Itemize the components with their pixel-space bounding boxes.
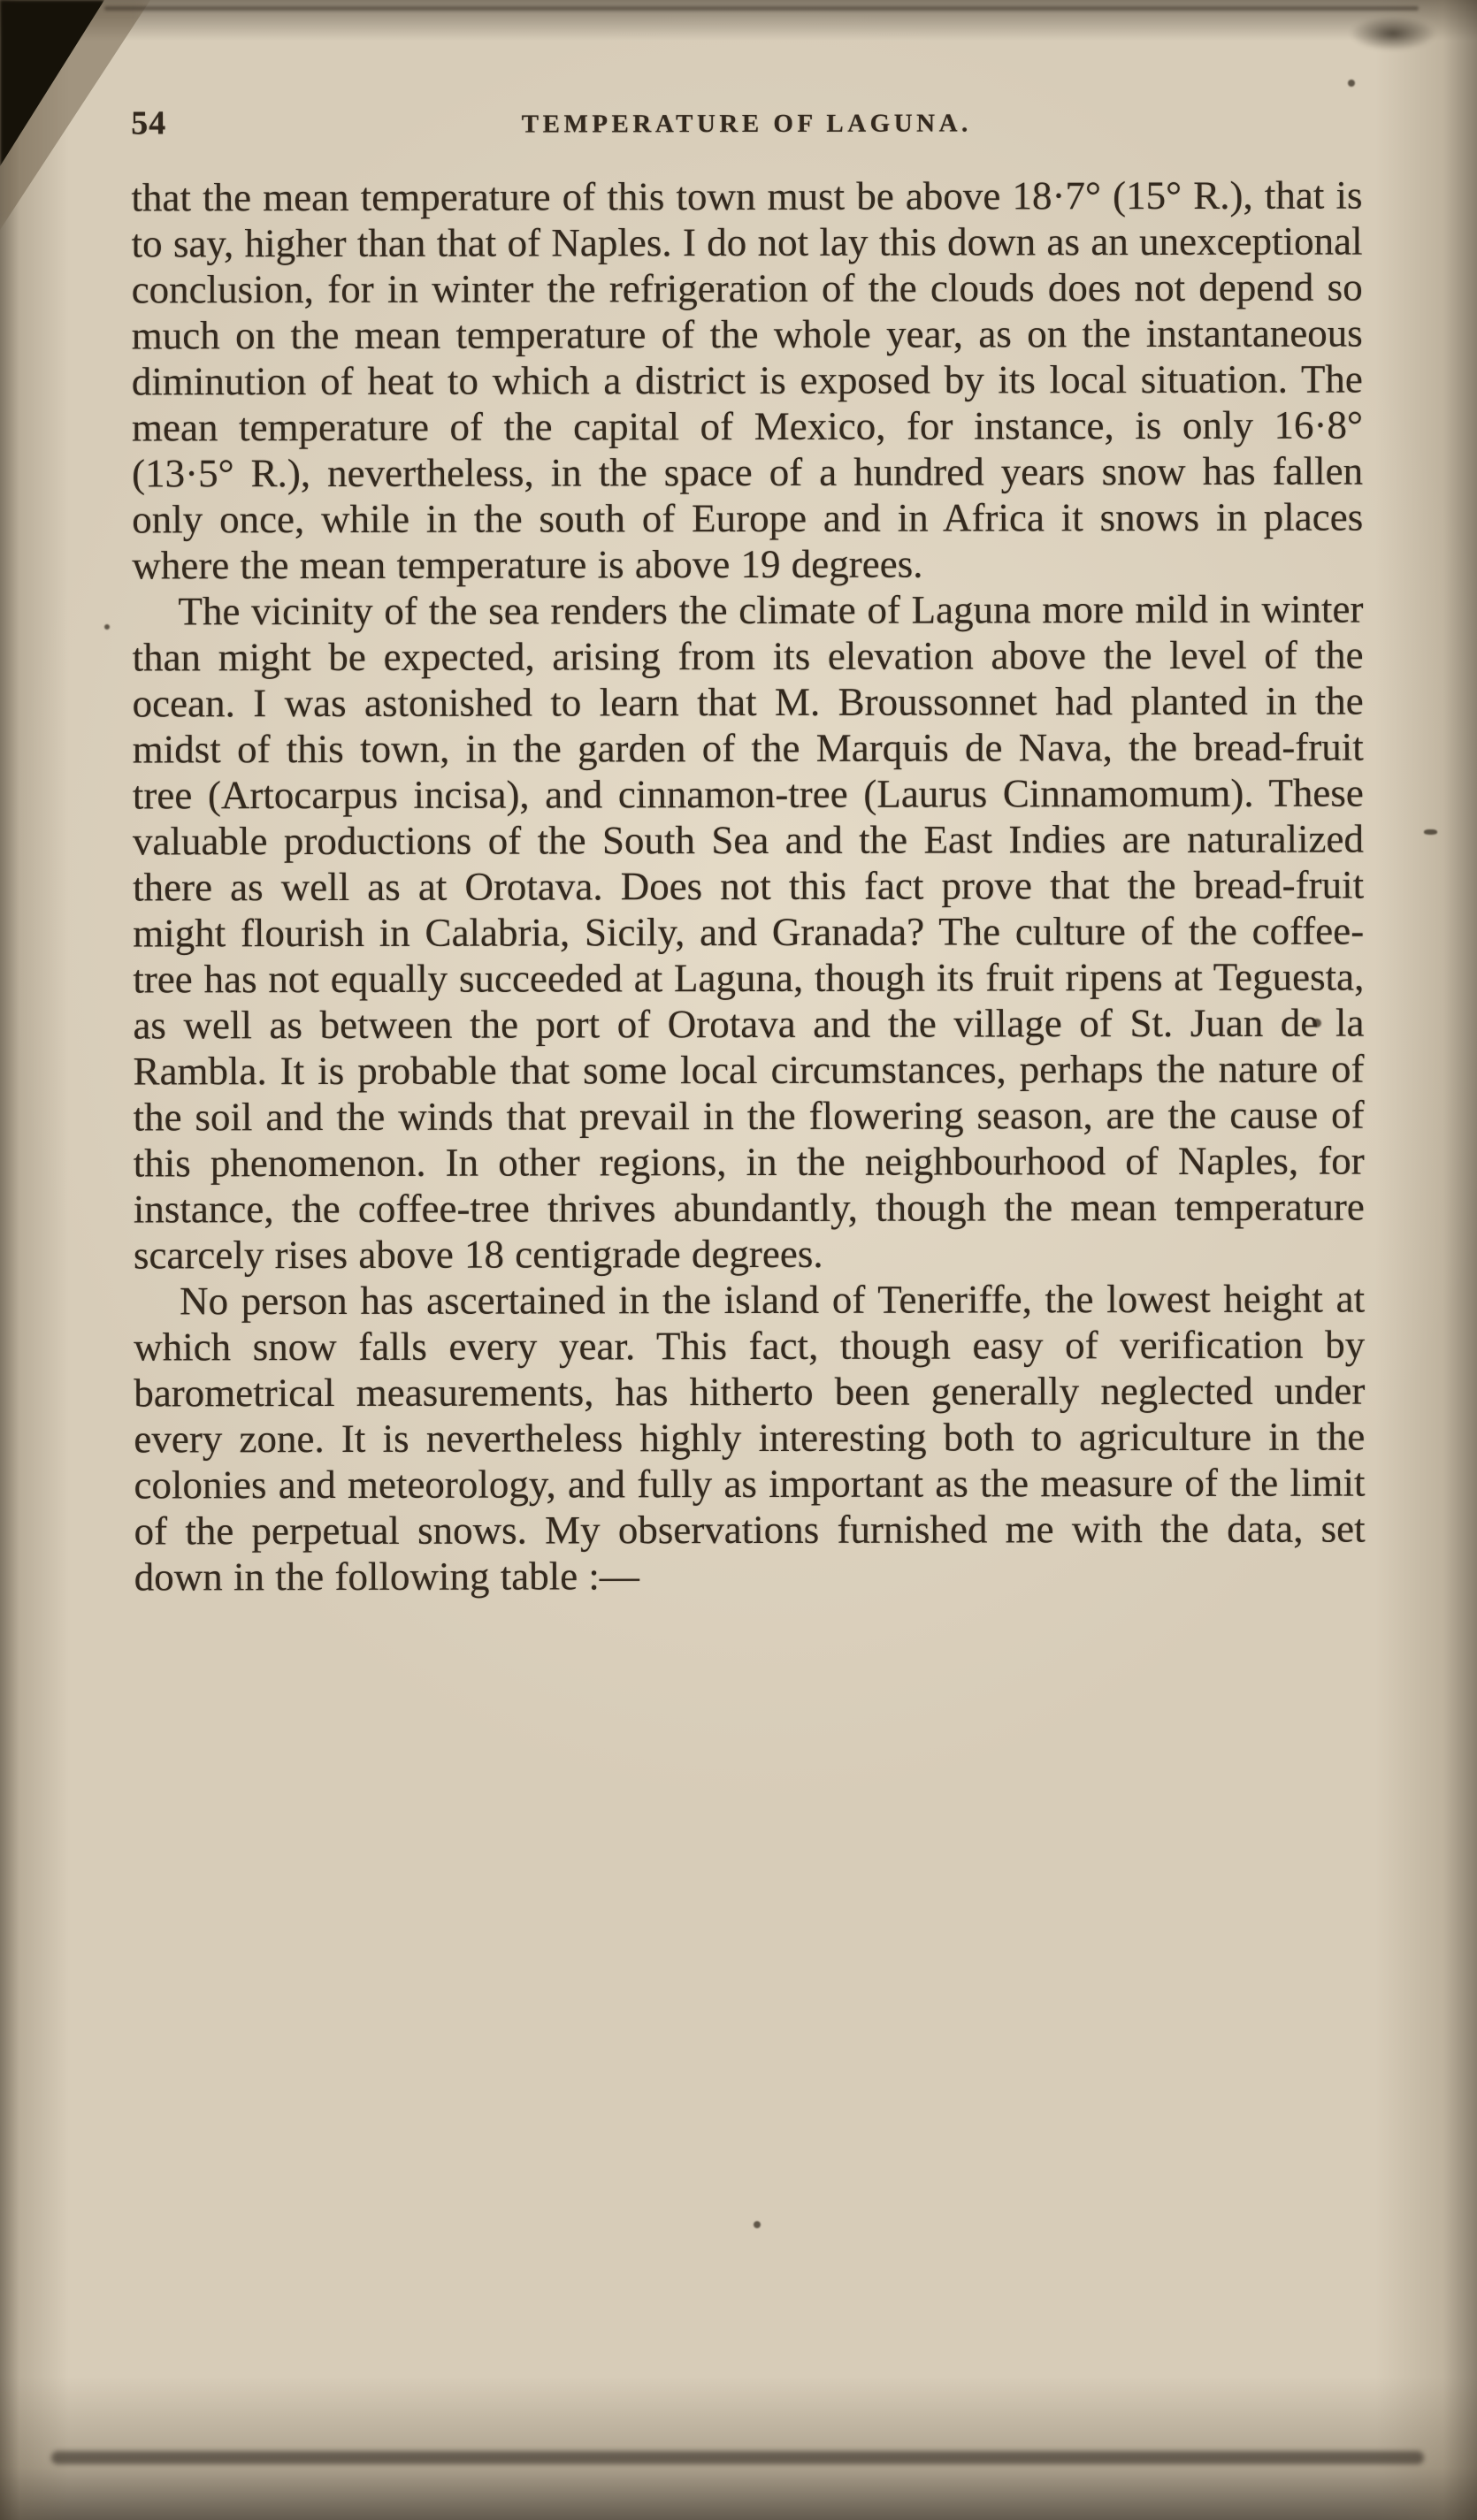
page-header xyxy=(131,102,1362,156)
paragraph-1: that the mean temperature of this town must be above 18·7° (15° R.), that is to say, higher than that of Naples. I do not lay this down as an unexceptional conclusion, for in winter the refrigeration of the clouds does not depend so much on the mean temperature of the whole year, as on the instantaneous diminution of heat to which a district is exposed by its local situation. The mean temperature of the capital of Mexico, for instance, is only 16·8° (13·5° R.), nevertheless, in the space of a hundred years snow has fallen only once, while in the south of Europe and in Africa it snows in places where the mean temperature is above 19 degrees. xyxy=(131,172,1364,588)
ink-speck xyxy=(104,624,110,630)
paragraph-3: No person has ascertained in the island of Teneriffe, the lowest height at which snow falls every year. This fact, though easy of verification by barometrical measurements, has hitherto been generally neglected under every zone. It is nevertheless highly interesting both to agriculture in the colonies and meteorology, and fully as important as the measure of the limit of the perpetual snows. My observations furnished me with the data, set down in the following table :— xyxy=(134,1276,1366,1600)
ink-speck xyxy=(1348,80,1355,87)
page-number: 54 xyxy=(131,104,167,142)
paragraph-2: The vicinity of the sea renders the climate of Laguna more mild in winter than might be expected, arising from its elevation above the level of the ocean. I was astonished to learn that M. Broussonnet had planted in the midst of this town, in the garden of the Marquis de Nava, the bread-fruit tree (Artocarpus incisa), and cinnamon-tree (Laurus Cinnamomum). These valuable productions of the South Sea and the East Indies are naturalized there as well as at Orotava. Does not this fact prove that the bread-fruit might flourish in Calabria, Sicily, and Granada? The culture of the coffee-tree has not equally succeeded at Laguna, though its fruit ripens at Teguesta, as well as between the port of Orotava and the village of St. Juan de la Rambla. It is probable that some local circumstances, perhaps the nature of the soil and the winds that prevail in the flowering season, are the cause of this phenomenon. In other regions, in the neighbourhood of Naples, for instance, the coffee-tree thrives abundantly, though the mean temperature scarcely rises above 18 centigrade degrees. xyxy=(132,586,1365,1278)
page-content xyxy=(131,102,1366,1600)
ink-speck xyxy=(1424,829,1437,835)
smudge-top-right xyxy=(1335,11,1450,57)
page-edge-shadow-bottom xyxy=(51,2451,1424,2464)
running-title: TEMPERATURE OF LAGUNA. xyxy=(521,109,972,139)
page-edge-shadow-top xyxy=(104,6,1419,11)
ink-speck xyxy=(754,2221,761,2228)
